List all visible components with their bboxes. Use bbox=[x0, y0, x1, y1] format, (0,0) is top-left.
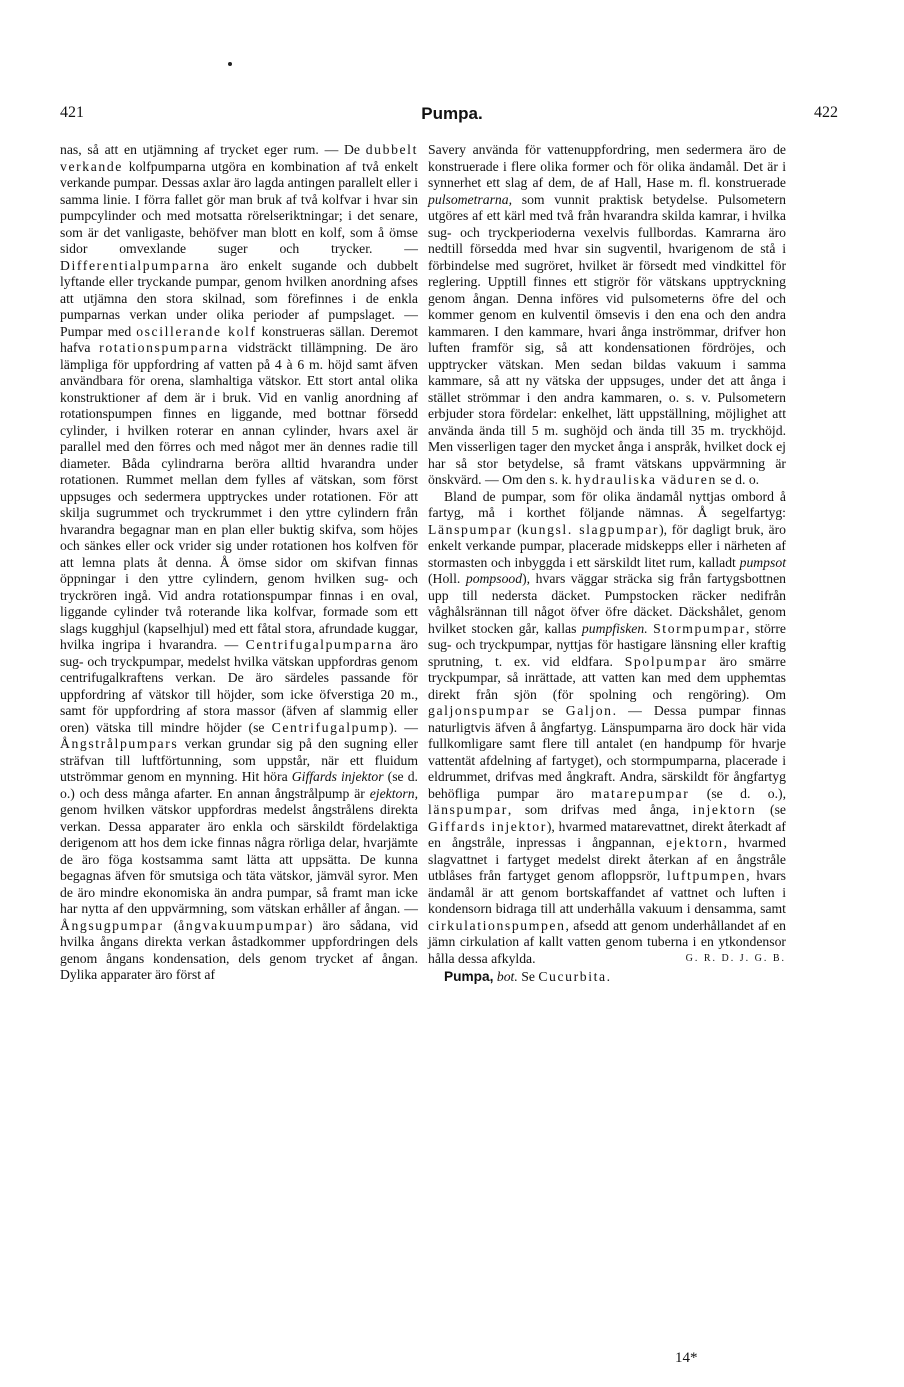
text-run: verkan grundar sig på den sugning eller sträfvan till luftförtunning, som uppstår, när ett fluidum utströmmar genom en mynning. Hit höra bbox=[60, 736, 418, 784]
spaced-term: Giffards injektor bbox=[428, 818, 547, 834]
author-signature: G. R. D. J. G. B. bbox=[685, 952, 786, 964]
sheet-signature: 14* bbox=[675, 1350, 698, 1366]
spaced-term: galjonspumpar bbox=[428, 703, 531, 718]
text-run: nas, så att en utjämning af trycket eger rum. — De bbox=[60, 142, 366, 157]
text-run: Savery använda för vattenuppfordring, men sedermera äro de konstruerade i flere olika former och för olika ändamål. Det är i synnerhet ett slag af dem, de af Hall, Hase m. fl. konstruerade bbox=[428, 142, 786, 190]
text-run: kolfpumparna utgöra en kombination af två enkelt verkande pumpar. Dessas axlar äro lagda antingen parallelt eller i samma linie. I förra fallet gör man bruk af två kolfvar i hvar sin pumpcylinder och med motsatta rörelseriktningar; i det senare, som är det vanligaste, behöfver man blott en kolf, som å ömse sidor omvexlande suger och trycker. — bbox=[60, 158, 419, 256]
italic-term: Giffards injektor bbox=[291, 769, 384, 784]
spaced-term: hydrauliska väduren bbox=[575, 472, 717, 487]
spaced-term: länspumpar bbox=[428, 802, 508, 817]
text-run: (se d. o.) och dess många afarter. En annan ångstrålpump är bbox=[60, 769, 418, 801]
text-run: ( bbox=[512, 521, 522, 537]
pulsometer-paragraph bbox=[428, 142, 786, 489]
entry-see: Se bbox=[521, 969, 535, 984]
spaced-term: Centrifugalpumparna bbox=[245, 637, 394, 652]
text-run: , hvars ändamål är att genom bortskaffandet af vattnet och luften i kondensorn bidraga till att underhålla vakuum i densamma, samt bbox=[428, 868, 786, 916]
text-run: , hvarmed slagvattnet i fartyget medelst direkt återkan af en ångstråle utblåses från fartyget genom afloppsrör, bbox=[428, 835, 787, 883]
text-run: ), hvarmed matarevattnet, direkt återkadt af en ångstråle, inpressas i ångpannan, bbox=[428, 818, 786, 850]
spaced-term: rotationspumparna bbox=[99, 340, 229, 355]
left-column-text bbox=[60, 142, 418, 984]
italic-term: ejektorn, bbox=[369, 785, 418, 801]
text-run: genom hvilken vätskor uppfordras medelst ångstrålens direkta verkan. Dessa apparater äro enkla och särskildt fördelaktiga derigenom att hos dem icke finnas några rörliga delar, hvarjämte de äro föga kostsamma samt lätta att uppsätta. De kunna begagnas äfven för smutsiga och täta vätskor, jämväl syror. Men de äro mindre ekonomiska än andra pumpar, så framt man icke har nytta af den uppvärmning, som vätskan erhåller af ångan. — bbox=[60, 802, 418, 916]
text-run: ) äro sådana, vid hvilka ångans direkta verkan åstadkommer uppfordringen dels genom ångans kondensation, dels genom trycket af ångan. Dylika apparater äro först af bbox=[60, 917, 419, 982]
text-run: , afsedd att genom underhållandet af en jämn cirkulation af kallt vatten genom tuberna i en ytkondensor hålla dessa afkylda. bbox=[428, 917, 786, 966]
spaced-term: Galjon bbox=[565, 703, 613, 718]
spaced-term: Differentialpumparna bbox=[60, 257, 211, 273]
spaced-term: matarepumpar bbox=[591, 785, 690, 801]
running-head: Pumpa. bbox=[421, 104, 483, 123]
text-run: som vunnit praktisk betydelse. Pulsometern utgöres af ett kärl med två från hvarandra skilda kamrar, i hvilka sug- och tryckperioderna vexelvis fullbordas. Kamrarna äro nedtill försedda med hvar sin sugventil, hvarigenom de stå i förbindelse med sugröret, hvilket är försedt med vindkittel för reglering. Upptill finnes ett stigrör för vätskans upptryckning genom ångan. Denna införes vid pulsometerns öfre del och kommer genom en kulventil ömsevis i den ena och den andra kammaren. I den kammare, hvari ånga inströmmar, drifver hon luften framför sig, så att kondensationen fördröjes, och upptrycker vätskan. Men sedan bildas vakuum i samma kammare, så att ny vätska der uppsuges, under det att ånga i stället strömmar i den andra kammaren, o. s. v. Pulsometern erbjuder stora fördelar: enkelhet, lätt uppställning, möjlighet att använda ända till 5 m. sughöjd och ända till 35 m. tryckhöjd. Men visserligen tager den mycket ånga i anspråk, hvilket dock ej har så stor betydelse, så framt vätskans uppvärmning är önskvärd. — Om den s. k. bbox=[428, 191, 786, 487]
entry-headword: Pumpa, bbox=[444, 969, 494, 984]
italic-term: pompsood bbox=[465, 571, 523, 586]
page-number-left: 421 bbox=[60, 104, 84, 121]
text-run: . — Dessa pumpar finnas naturligtvis äfven å ångfartyg. Länspumparna äro dock här vida fullkomligare samt flere till antalet (en handpump för hvarje vattentät afdelning af fartyget), och stormpumparna, placerade i eldrummet, drifvas med ångkraft. Andra, särskildt för ångfartyg behöfliga pumpar äro bbox=[428, 703, 786, 801]
spaced-term: kungsl. slagpumpar bbox=[521, 521, 660, 537]
entry-qualifier: bot. bbox=[496, 969, 518, 984]
entry-target: Cucurbita. bbox=[538, 969, 612, 984]
text-run: ), för dagligt bruk, äro enkelt verkande pumpar, placerade midskepps eller i närheten af stormasten och inbyggda i ett särskildt litet rum, kalladt bbox=[428, 521, 787, 570]
text-run: ), hvars väggar sträcka sig från fartygsbottnen upp till nedersta däcket. Pumpstocken räcker nedifrån våghålsrännan till något öfver öfre däcket. Däckshålet, genom hvilket stocken går, kallas bbox=[428, 571, 786, 636]
spaced-term: ångvakuumpumpar bbox=[178, 917, 308, 933]
text-run: (Holl. bbox=[428, 571, 466, 586]
spaced-term: Ångsugpumpar bbox=[60, 917, 164, 933]
italic-term: pulsometrarna, bbox=[428, 191, 513, 207]
page-number-right: 422 bbox=[814, 104, 838, 121]
text-run: Bland de pumpar, som för olika ändamål nyttjas ombord å fartyg, må i korthet följande nämnas. Å segelfartyg: bbox=[428, 488, 786, 520]
left-column bbox=[60, 142, 418, 984]
spaced-term: Ångstrålpumpars bbox=[60, 736, 179, 751]
italic-term: pumpsot bbox=[739, 554, 786, 570]
spaced-term: injektorn bbox=[692, 802, 757, 817]
spaced-term: oscillerande kolf bbox=[136, 323, 257, 339]
spaced-term: dubbelt verkande bbox=[60, 142, 418, 174]
spaced-term: Länspumpar bbox=[428, 521, 513, 537]
text-run: se d. o. bbox=[716, 472, 760, 487]
spaced-term: Spolpumpar bbox=[624, 653, 708, 669]
text-run: ( bbox=[163, 917, 179, 933]
text-run: äro sug- och tryckpumpar, medelst hvilka vätskan uppfordras genom centrifugalkraftens verkan. De äro särdeles passande för uppfordring af vätskor till höjder, som icke öfverstiga 20 m., samt för uppfordring af stora massor (äfven af slammig eller oren) vätska till mindre höjder (se bbox=[60, 637, 418, 735]
text-run: (se d. o.), bbox=[689, 785, 786, 801]
text-run: (se bbox=[756, 802, 786, 817]
text-run: äro smärre tryckpumpar, så inrättade, att vatten kan med dem upphemtas direkt från sjön (för spolning och rengöring). Om bbox=[428, 653, 787, 702]
text-run: , som drifvas med ånga, bbox=[507, 802, 693, 817]
text-run: äro enkelt sugande och dubbelt lyftande eller tryckande pumpar, genom hvilken anordning afses att utjämna den stora skilnad, som förefinnes i de enkla pumparnas verkan under olika perioder af pumpslaget. — Pumpar med bbox=[60, 257, 418, 339]
ink-speck bbox=[228, 62, 232, 66]
ship-pumps-paragraph bbox=[428, 489, 786, 968]
spaced-term: cirkulationspumpen bbox=[428, 917, 566, 933]
text-run: , större sug- och tryckpumpar, nyttjas för hastigare länsning eller kraftig sprutning, t. ex. vid eldfara. bbox=[428, 620, 786, 669]
right-column bbox=[428, 142, 786, 986]
text-run: konstrueras sällan. Deremot hafva bbox=[60, 323, 418, 355]
spaced-term: ejektorn bbox=[665, 835, 724, 850]
italic-term: pumpfisken. bbox=[581, 620, 648, 636]
text-run: se bbox=[530, 703, 566, 718]
spaced-term: Centrifugalpump bbox=[271, 719, 390, 735]
text-run: ). — bbox=[389, 719, 418, 735]
spaced-term: luftpumpen bbox=[667, 868, 747, 883]
spaced-term: Stormpumpar bbox=[653, 620, 746, 636]
text-run: vidsträckt tillämpning. De äro lämpliga för uppfordring af vatten på 4 à 6 m. höjd samt äfven användbara för orena, slamhaltiga vätskor. Ett stort antal olika konstruktioner af dem är i bruk. Vid en vanlig anordning af rotationspumpen finnes en liggande, med bottnar försedd cylinder, i hvilken roterar en annan cylinder, hvars axel är parallel med den förres och med något mer än dennes radie till diameter. Båda cylindrarna beröra alltid hvarandra under rotationen. Rummet mellan dem fylles af vätskan, som först uppsuges och sedermera upptryckes under rotationen. För att skilja sugrummet och tryckrummet i den yttre cylindern från hvarandra begagnar man en plan eller buktig skifva, som höjes och sänkes eller ock vrider sig under rotationen hos kolfven för att lemna plats åt denna. Å ömse sidor om skifvan finnas öppningar i den yttre cylindern, genom hvilken sug- och tryckrören ingå. Vid andra rotationspumpar finnas i en oval, liggande cylinder två roterande lika kolfvar, formade som ett slags kugghjul (kapselhjul) med ett fåtal stora, afrundade kuggar, hvilka ingripa i hvarandra. — bbox=[60, 340, 418, 652]
cross-reference-entry bbox=[428, 969, 786, 986]
